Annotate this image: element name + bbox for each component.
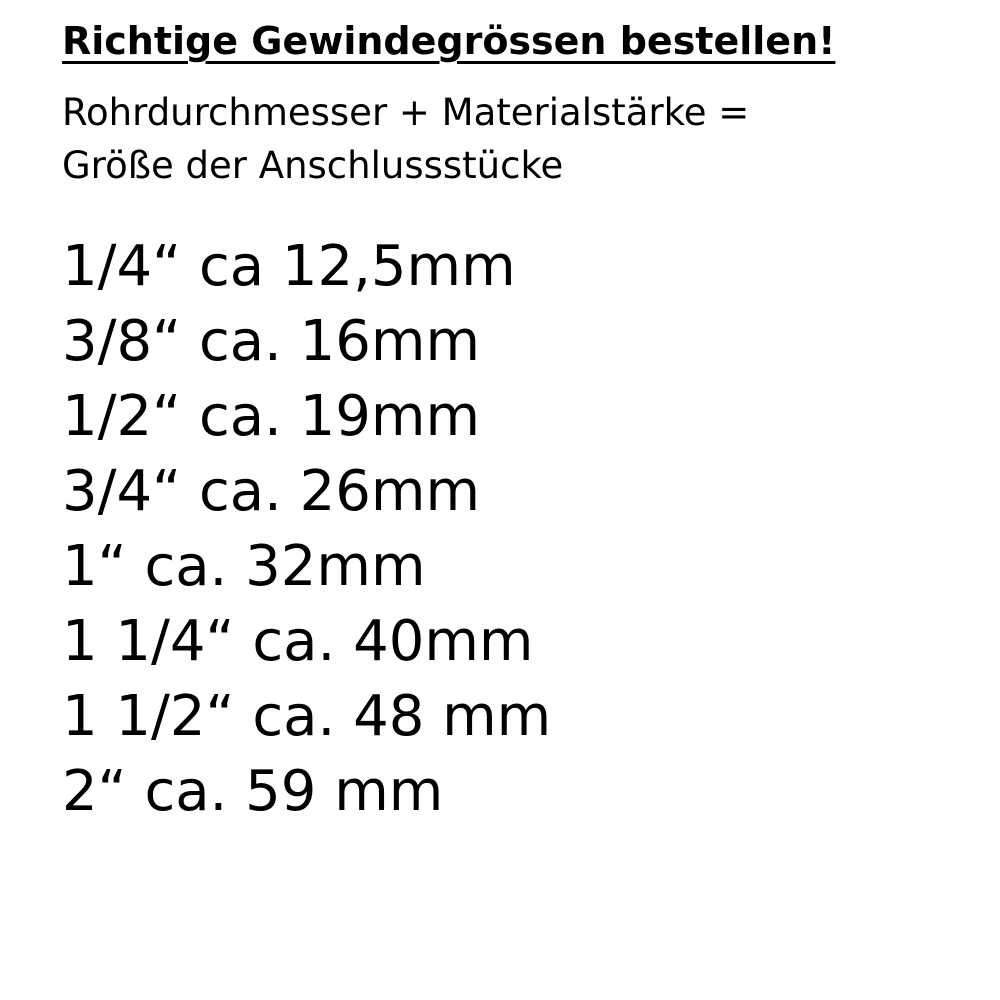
- list-item: 3/8“ ca. 16mm: [62, 309, 481, 374]
- list-item: 1/2“ ca. 19mm: [62, 384, 481, 450]
- list-item: 1/4“ ca 12,5mm: [62, 233, 516, 299]
- list-item: 1“ ca. 32mm: [62, 534, 426, 600]
- list-item: 1 1/2“ ca. 48 mm: [62, 684, 552, 750]
- list-item: 1 1/4“ ca. 40mm: [62, 609, 534, 675]
- list-item: 3/4“ ca. 26mm: [62, 459, 481, 525]
- formula-line-1: Rohrdurchmesser + Materialstärke =: [62, 90, 750, 134]
- list-item: 2“ ca. 59 mm: [62, 759, 444, 825]
- page-title: Richtige Gewindegrössen bestellen!: [62, 19, 836, 63]
- formula-block: [62, 86, 942, 193]
- formula-line-2: Größe der Anschlussstücke: [62, 144, 564, 188]
- size-conversion-list: [62, 229, 970, 829]
